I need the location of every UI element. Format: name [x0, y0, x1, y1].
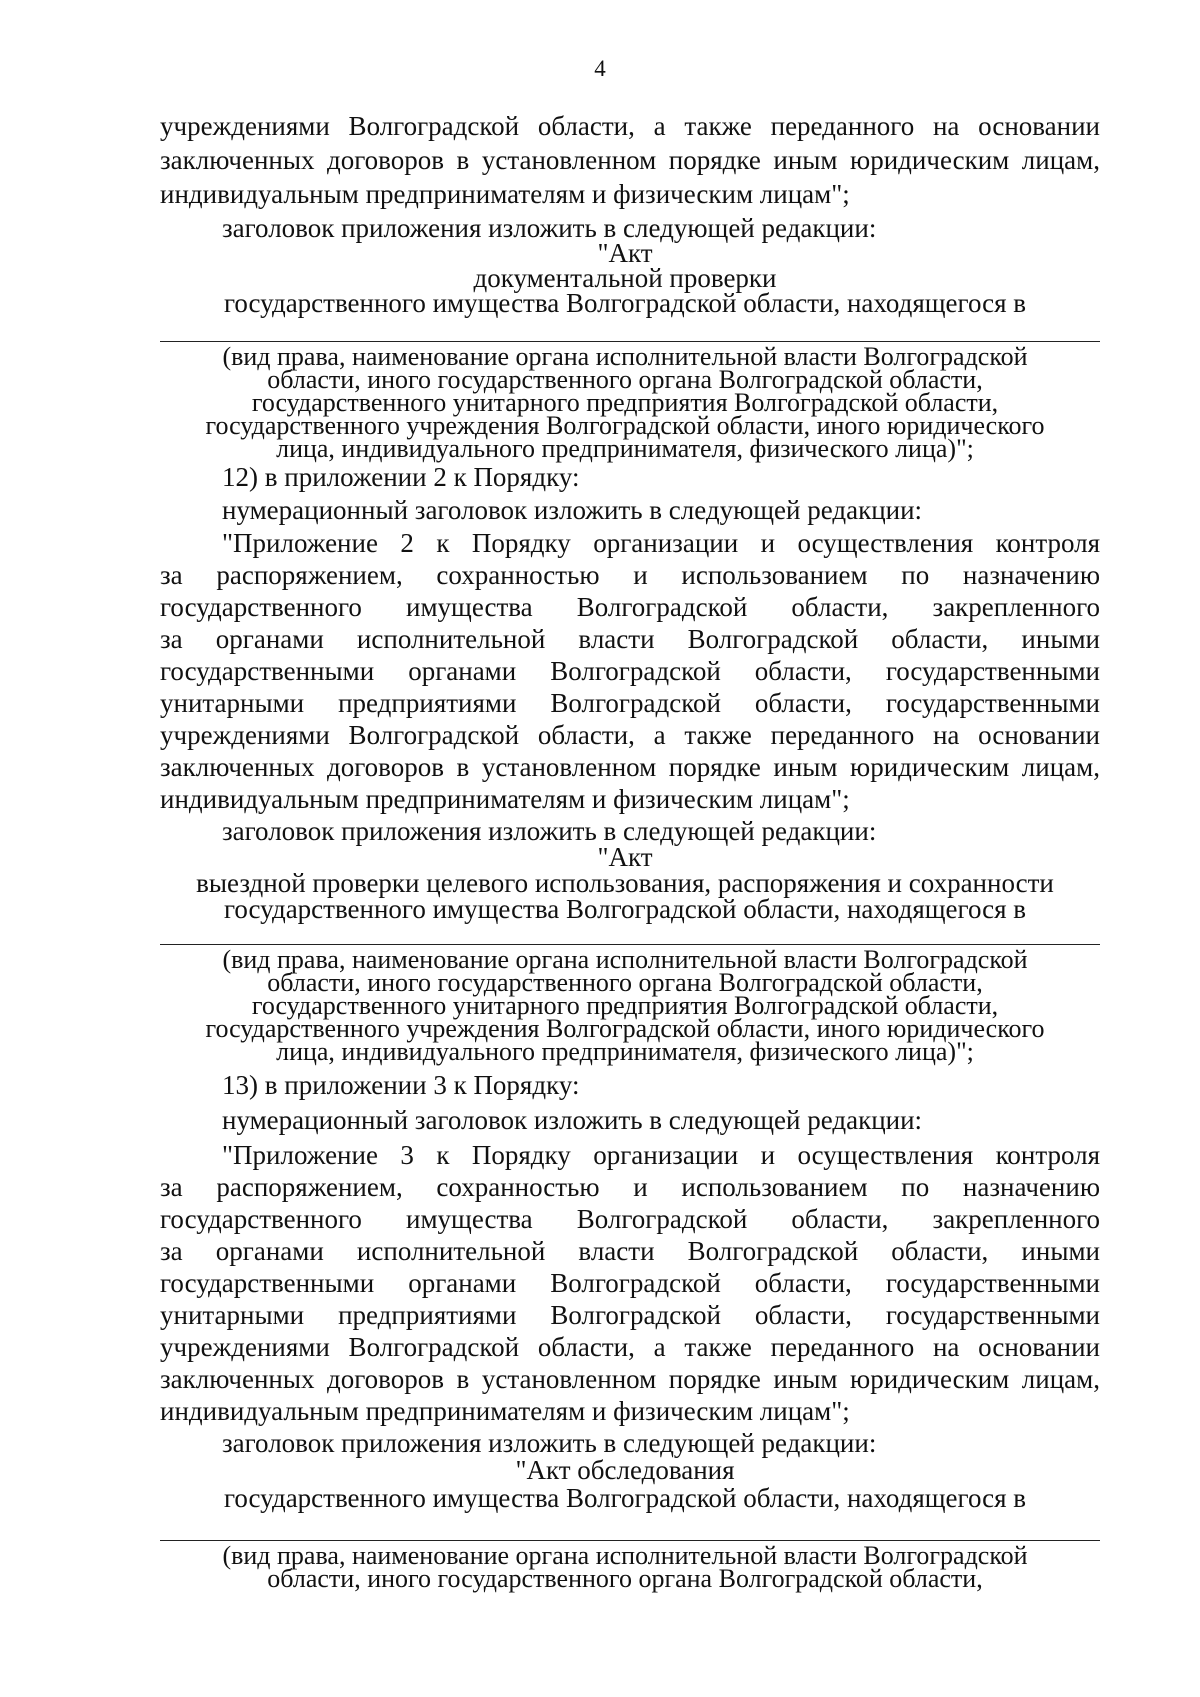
text-line: за органами исполнительной власти Волгоградской области, иными: [160, 624, 1100, 654]
text-line: за распоряжением, сохранностью и использованием по назначению: [160, 1172, 1100, 1202]
appendix-heading: государственного имущества Волгоградской области, находящегося в: [223, 1483, 1027, 1513]
text-line: 12) в приложении 2 к Порядку:: [222, 462, 580, 492]
text-line: учреждениями Волгоградской области, а также переданного на основании: [160, 720, 1100, 750]
text-line: государственными органами Волгоградской области, государственными: [160, 656, 1100, 686]
text-line: унитарными предприятиями Волгоградской области, государственными: [160, 688, 1100, 718]
text-line: индивидуальным предпринимателям и физическим лицам";: [160, 784, 850, 814]
field-caption: области, иного государственного органа Волгоградской области,: [267, 365, 983, 394]
appendix-heading: государственного имущества Волгоградской области, находящегося в: [223, 288, 1027, 318]
text-line: унитарными предприятиями Волгоградской области, государственными: [160, 1300, 1100, 1330]
text-line: учреждениями Волгоградской области, а также переданного на основании: [160, 111, 1100, 141]
field-caption: лица, индивидуального предпринимателя, физического лица)";: [276, 434, 974, 463]
text-line: нумерационный заголовок изложить в следующей редакции:: [222, 1105, 923, 1135]
appendix-heading: выездной проверки целевого использования, распоряжения и сохранности: [196, 868, 1054, 898]
field-caption: лица, индивидуального предпринимателя, физического лица)";: [276, 1037, 974, 1066]
text-line: за распоряжением, сохранностью и использованием по назначению: [160, 560, 1100, 590]
field-caption: области, иного государственного органа Волгоградской области,: [267, 968, 983, 997]
text-line: государственного имущества Волгоградской области, закрепленного: [160, 1204, 1100, 1234]
appendix-heading: "Акт: [597, 238, 653, 268]
text-line: заголовок приложения изложить в следующей редакции:: [222, 1428, 877, 1458]
text-line: государственного имущества Волгоградской области, закрепленного: [160, 592, 1100, 622]
field-caption: государственного учреждения Волгоградской области, иного юридического: [205, 411, 1045, 440]
text-line: заключенных договоров в установленном порядке иным юридическим лицам,: [160, 1364, 1100, 1394]
text-line: "Приложение 3 к Порядку организации и осуществления контроля: [222, 1140, 1100, 1170]
field-caption: (вид права, наименование органа исполнительной власти Волгоградской: [222, 342, 1028, 371]
field-caption: (вид права, наименование органа исполнительной власти Волгоградской: [222, 945, 1028, 974]
text-line: "Приложение 2 к Порядку организации и осуществления контроля: [222, 528, 1100, 558]
text-line: за органами исполнительной власти Волгоградской области, иными: [160, 1236, 1100, 1266]
appendix-heading: государственного имущества Волгоградской области, находящегося в: [223, 894, 1027, 924]
text-line: заголовок приложения изложить в следующей редакции:: [222, 816, 877, 846]
appendix-heading: "Акт обследования: [515, 1455, 735, 1485]
appendix-heading: "Акт: [597, 842, 653, 872]
field-caption: государственного учреждения Волгоградской области, иного юридического: [205, 1014, 1045, 1043]
text-line: учреждениями Волгоградской области, а также переданного на основании: [160, 1332, 1100, 1362]
field-caption: государственного унитарного предприятия Волгоградской области,: [251, 991, 999, 1020]
text-line: государственными органами Волгоградской области, государственными: [160, 1268, 1100, 1298]
appendix-heading: документальной проверки: [473, 263, 777, 293]
field-caption: государственного унитарного предприятия Волгоградской области,: [251, 388, 999, 417]
field-caption: (вид права, наименование органа исполнительной власти Волгоградской: [222, 1541, 1028, 1570]
page-number: 4: [594, 56, 606, 81]
field-caption: области, иного государственного органа Волгоградской области,: [267, 1564, 983, 1593]
text-line: заголовок приложения изложить в следующей редакции:: [222, 213, 877, 243]
text-line: заключенных договоров в установленном порядке иным юридическим лицам,: [160, 752, 1100, 782]
text-line: 13) в приложении 3 к Порядку:: [222, 1070, 580, 1100]
text-line: заключенных договоров в установленном порядке иным юридическим лицам,: [160, 145, 1100, 175]
text-line: нумерационный заголовок изложить в следующей редакции:: [222, 495, 923, 525]
text-line: индивидуальным предпринимателям и физическим лицам";: [160, 179, 850, 209]
text-line: индивидуальным предпринимателям и физическим лицам";: [160, 1396, 850, 1426]
